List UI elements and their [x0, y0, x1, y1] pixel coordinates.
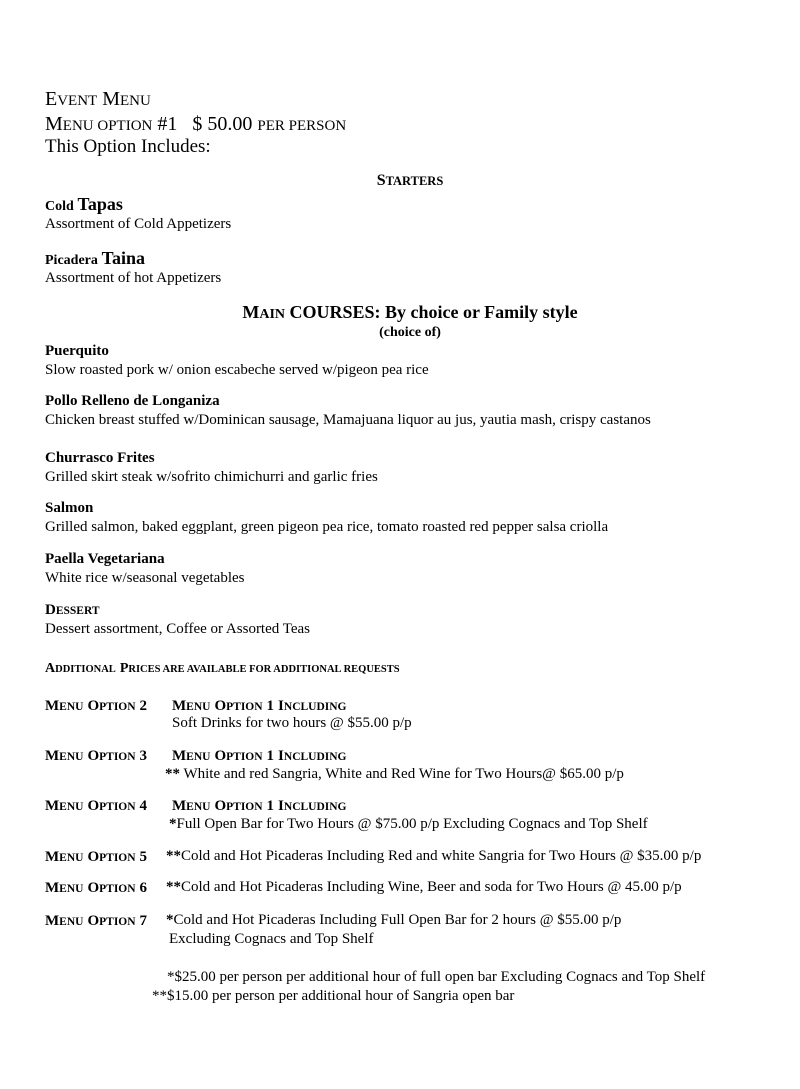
menu-option-3-includes: MENU OPTION 1 INCLUDING	[172, 748, 347, 764]
menu-option-2-detail: Soft Drinks for two hours @ $55.00 p/p	[172, 715, 412, 731]
starters-title: STARTERS	[376, 172, 444, 189]
menu-option-4-label: MENU OPTION 4	[45, 798, 148, 814]
starter-item-title: Picadera Taina	[45, 248, 145, 268]
starter-item-desc: Assortment of Cold Appetizers	[45, 216, 232, 232]
menu-option-1-heading: MENU OPTION #1 $ 50.00 PER PERSON	[45, 113, 347, 135]
main-item-desc: Grilled skirt steak w/sofrito chimichurri and garlic fries	[45, 469, 378, 485]
menu-option-2-label: MENU OPTION 2	[45, 698, 148, 714]
menu-option-3-detail: ** White and red Sangria, White and Red Wine for Two Hours@ $65.00 p/p	[165, 766, 624, 782]
menu-option-5-label: MENU OPTION 5	[45, 849, 148, 865]
event-menu-title: EVENT MENU	[45, 88, 151, 110]
footnote-sangria: **$15.00 per person per additional hour of Sangria open bar	[152, 988, 515, 1004]
starter-item-title: Cold Tapas	[45, 194, 123, 214]
main-item-desc: Slow roasted pork w/ onion escabeche served w/pigeon pea rice	[45, 362, 429, 378]
menu-option-2-includes: MENU OPTION 1 INCLUDING	[172, 698, 347, 714]
main-item-title: Churrasco Frites	[45, 450, 155, 466]
footnote-open-bar: *$25.00 per person per additional hour of full open bar Excluding Cognacs and Top Shelf	[167, 969, 706, 985]
menu-option-6-label: MENU OPTION 6	[45, 880, 148, 896]
main-item-desc: White rice w/seasonal vegetables	[45, 570, 245, 586]
menu-option-3-label: MENU OPTION 3	[45, 748, 148, 764]
menu-option-7-detail: *Cold and Hot Picaderas Including Full Open Bar for 2 hours @ $55.00 p/p	[166, 912, 622, 928]
menu-option-5-detail: **Cold and Hot Picaderas Including Red and white Sangria for Two Hours @ $35.00 p/p	[166, 848, 702, 864]
menu-option-4-includes: MENU OPTION 1 INCLUDING	[172, 798, 347, 814]
main-item-desc: Grilled salmon, baked eggplant, green pigeon pea rice, tomato roasted red pepper salsa criolla	[45, 519, 609, 535]
starter-item-desc: Assortment of hot Appetizers	[45, 270, 222, 286]
main-item-desc: Chicken breast stuffed w/Dominican sausage, Mamajuana liquor au jus, yautia mash, crispy castanos	[45, 412, 651, 428]
menu-option-7-detail-line2: Excluding Cognacs and Top Shelf	[169, 931, 374, 947]
main-courses-title: MAIN COURSES: By choice or Family style	[242, 302, 578, 322]
option-includes: This Option Includes:	[45, 136, 211, 157]
menu-option-4-detail: *Full Open Bar for Two Hours @ $75.00 p/p Excluding Cognacs and Top Shelf	[169, 816, 648, 832]
main-item-title: Salmon	[45, 500, 94, 516]
dessert-desc: Dessert assortment, Coffee or Assorted Teas	[45, 621, 311, 637]
main-courses-subtitle: (choice of)	[379, 325, 441, 340]
main-item-title: Puerquito	[45, 343, 109, 359]
dessert-title: DESSERT	[45, 602, 100, 618]
menu-option-7-label: MENU OPTION 7	[45, 913, 148, 929]
main-item-title: Paella Vegetariana	[45, 551, 165, 567]
menu-option-6-detail: **Cold and Hot Picaderas Including Wine, Beer and soda for Two Hours @ 45.00 p/p	[166, 879, 682, 895]
main-item-title: Pollo Relleno de Longaniza	[45, 393, 220, 409]
additional-prices-note: ADDITIONAL PRICES ARE AVAILABLE FOR ADDITIONAL REQUESTS	[45, 661, 400, 676]
